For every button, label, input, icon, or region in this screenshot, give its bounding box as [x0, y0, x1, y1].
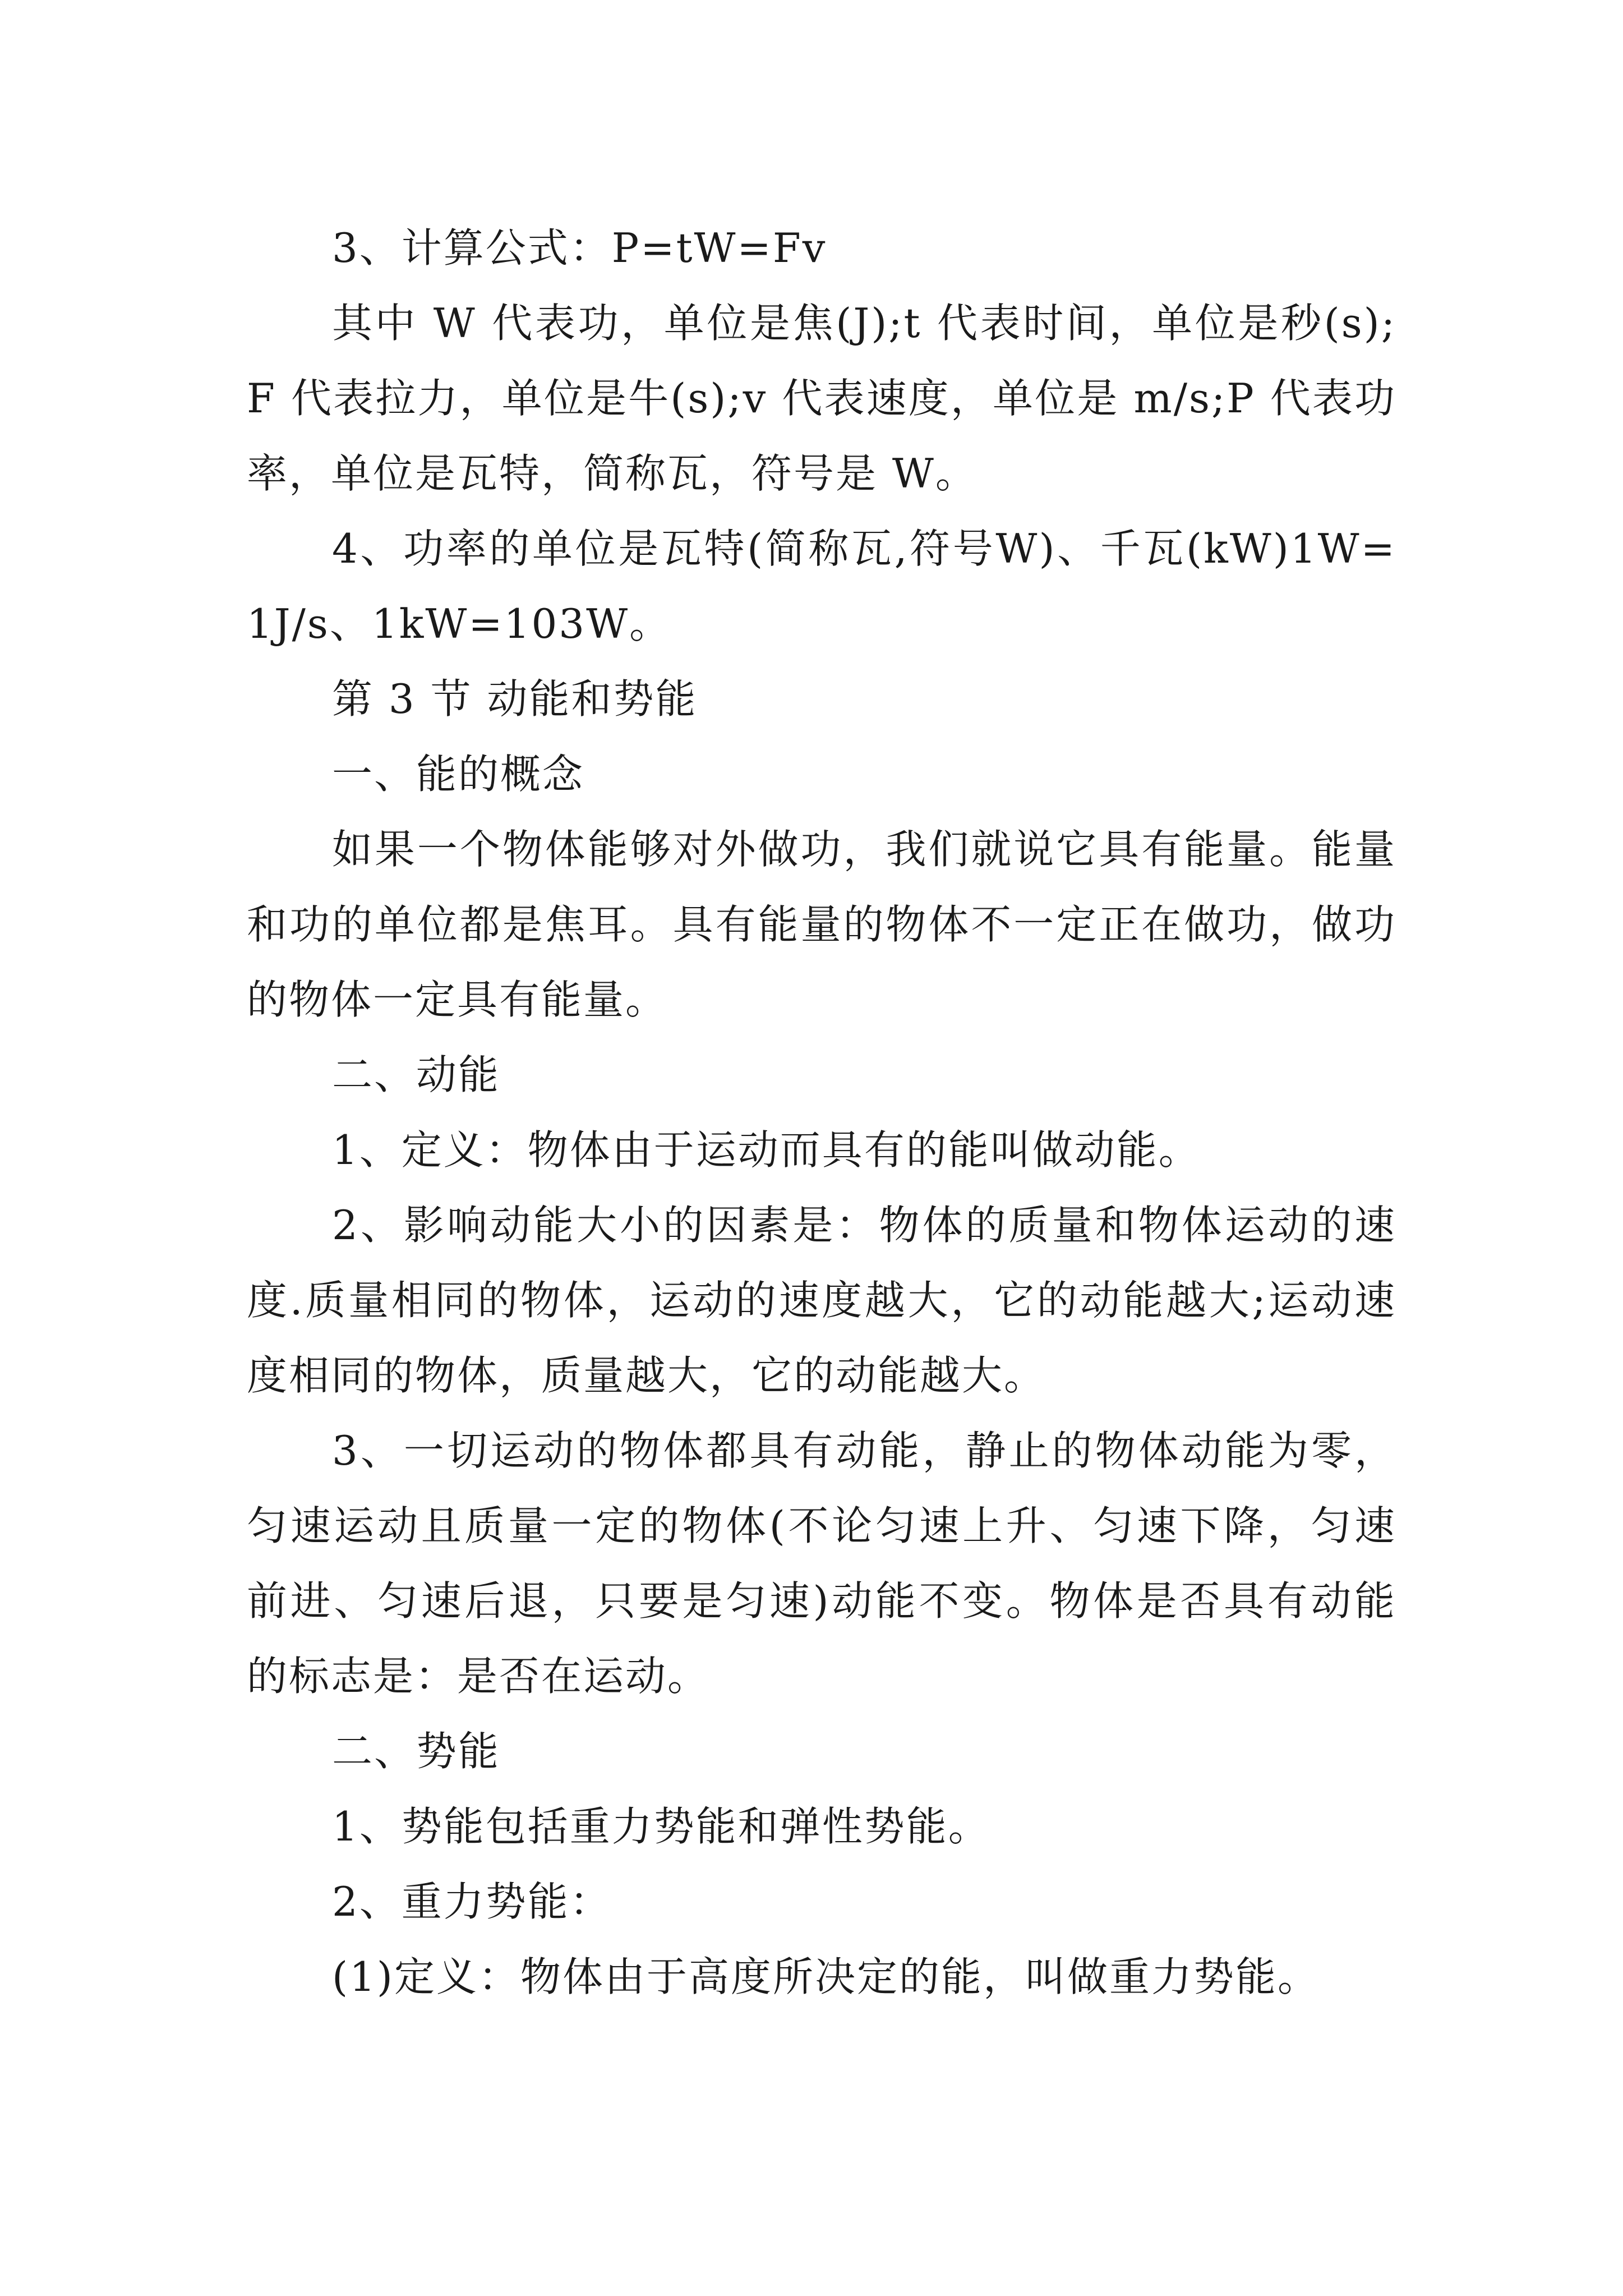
paragraph-power-units: 4、功率的单位是瓦特(简称瓦,符号W)、千瓦(kW)1W=1J/s、1kW=103W。: [247, 525, 1396, 647]
paragraph-gravitational-definition: (1)定义：物体由于高度所决定的能，叫做重力势能。: [332, 1953, 1320, 2000]
paragraph-formula-explanation: 其中 W 代表功，单位是焦(J);t 代表时间，单位是秒(s);F 代表拉力，单位是牛(s);v 代表速度，单位是 m/s;P 代表功率，单位是瓦特，简称瓦，符号是 W。: [247, 300, 1396, 497]
paragraph-energy-definition: 如果一个物体能够对外做功，我们就说它具有能量。能量和功的单位都是焦耳。具有能量的物体不一定正在做功，做功的物体一定具有能量。: [247, 826, 1396, 1023]
subheading-energy-concept: 一、能的概念: [332, 751, 585, 798]
paragraph-kinetic-motion: 3、一切运动的物体都具有动能，静止的物体动能为零，匀速运动且质量一定的物体(不论匀速上升、匀速下降，匀速前进、匀速后退，只要是匀速)动能不变。物体是否具有动能的标志是：是否在运动。: [247, 1427, 1396, 1700]
paragraph-formula: 3、计算公式：P=tW=Fv: [332, 224, 827, 272]
paragraph-kinetic-definition: 1、定义：物体由于运动而具有的能叫做动能。: [332, 1126, 1201, 1174]
subheading-potential-energy: 二、势能: [332, 1728, 501, 1775]
document-body: [247, 210, 1396, 2014]
paragraph-gravitational-heading: 2、重力势能：: [332, 1878, 612, 1925]
paragraph-potential-types: 1、势能包括重力势能和弹性势能。: [332, 1803, 990, 1850]
paragraph-kinetic-factors: 2、影响动能大小的因素是：物体的质量和物体运动的速度.质量相同的物体，运动的速度越大，它的动能越大;运动速度相同的物体，质量越大，它的动能越大。: [247, 1202, 1396, 1399]
subheading-kinetic-energy: 二、动能: [332, 1051, 501, 1098]
section-heading: 第 3 节 动能和势能: [332, 675, 698, 723]
